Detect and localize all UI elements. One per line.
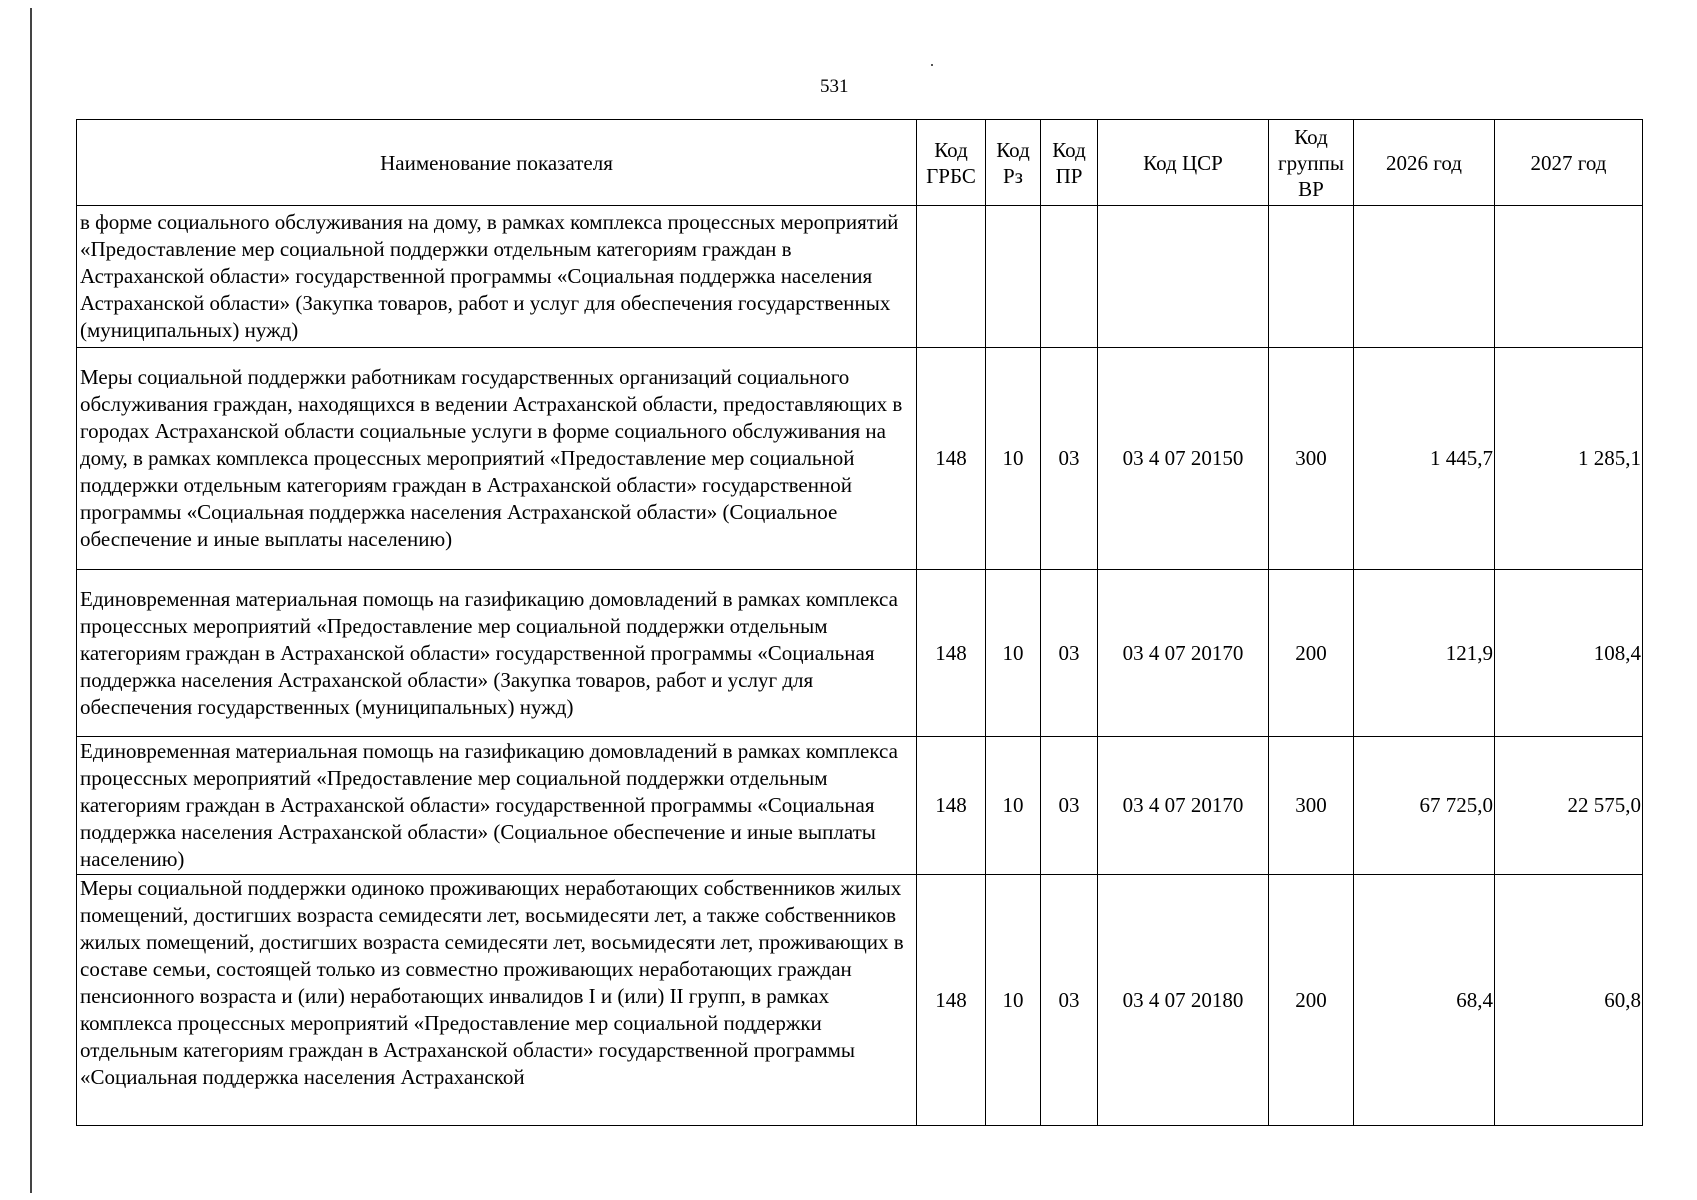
cell-name: Меры социальной поддержки одиноко проживающих неработающих собственников жилых помещений, достигших возраста семидесяти лет, восьмидесяти лет, а также собственников жилых помещений, достигших возраста семидесяти лет, восьмидесяти лет, проживающих в составе семьи, состоящей только из совместно проживающих неработающих граждан пенсионного возраста и (или) неработающих инвалидов I и (или) II групп, в рамках комплекса процессных мероприятий «Предоставление мер социальной поддержки отдельным категориям граждан в Астраханской области» государственной программы «Социальная поддержка населения Астраханской [77, 875, 917, 1126]
header-grbs: Код ГРБС [917, 120, 986, 206]
cell-name: Единовременная материальная помощь на газификацию домовладений в рамках комплекса процессных мероприятий «Предоставление мер социальной поддержки отдельным категориям граждан в Астраханской области» государственной программы «Социальная поддержка населения Астраханской области» (Социальное обеспечение и иные выплаты населению) [77, 737, 917, 875]
table-row [77, 348, 1643, 570]
table-row [77, 570, 1643, 737]
cell-2027: 22 575,0 [1495, 737, 1643, 875]
cell-rz: 10 [986, 737, 1041, 875]
page-number: 531 [820, 76, 849, 97]
cell-2027: 60,8 [1495, 875, 1643, 1126]
cell-2026: 121,9 [1354, 570, 1495, 737]
cell-rz: 10 [986, 875, 1041, 1126]
cell-2027 [1495, 206, 1643, 348]
header-pr: Код ПР [1041, 120, 1098, 206]
cell-vr [1269, 206, 1354, 348]
cell-grbs: 148 [917, 875, 986, 1126]
cell-name: в форме социального обслуживания на дому, в рамках комплекса процессных мероприятий «Предоставление мер социальной поддержки отдельным категориям граждан в Астраханской области» государственной программы «Социальная поддержка населения Астраханской области» (Закупка товаров, работ и услуг для обеспечения государственных (муниципальных) нужд) [77, 206, 917, 348]
cell-csr: 03 4 07 20150 [1098, 348, 1269, 570]
cell-rz [986, 206, 1041, 348]
header-name: Наименование показателя [77, 120, 917, 206]
cell-csr: 03 4 07 20170 [1098, 737, 1269, 875]
cell-grbs: 148 [917, 737, 986, 875]
header-rz: Код Рз [986, 120, 1041, 206]
cell-2026: 1 445,7 [1354, 348, 1495, 570]
cell-name: Меры социальной поддержки работникам государственных организаций социального обслуживания граждан, находящихся в ведении Астраханской области, предоставляющих в городах Астраханской области социальные услуги в форме социального обслуживания на дому, в рамках комплекса процессных мероприятий «Предоставление мер социальной поддержки отдельным категориям граждан в Астраханской области» государственной программы «Социальная поддержка населения Астраханской области» (Социальное обеспечение и иные выплаты населению) [77, 348, 917, 570]
cell-2027: 108,4 [1495, 570, 1643, 737]
cell-pr: 03 [1041, 875, 1098, 1126]
table-row [77, 206, 1643, 348]
cell-vr: 300 [1269, 348, 1354, 570]
cell-grbs: 148 [917, 348, 986, 570]
table-row [77, 875, 1643, 1126]
cell-vr: 200 [1269, 570, 1354, 737]
table-row [77, 737, 1643, 875]
cell-pr: 03 [1041, 348, 1098, 570]
cell-grbs [917, 206, 986, 348]
binding-margin-line [30, 8, 32, 1193]
cell-grbs: 148 [917, 570, 986, 737]
cell-vr: 200 [1269, 875, 1354, 1126]
cell-2026: 68,4 [1354, 875, 1495, 1126]
budget-table [76, 119, 1643, 1126]
cell-pr: 03 [1041, 570, 1098, 737]
cell-pr [1041, 206, 1098, 348]
header-2026: 2026 год [1354, 120, 1495, 206]
scan-speck [931, 64, 933, 66]
cell-csr: 03 4 07 20170 [1098, 570, 1269, 737]
cell-2026 [1354, 206, 1495, 348]
cell-2027: 1 285,1 [1495, 348, 1643, 570]
header-2027: 2027 год [1495, 120, 1643, 206]
cell-csr [1098, 206, 1269, 348]
cell-csr: 03 4 07 20180 [1098, 875, 1269, 1126]
cell-rz: 10 [986, 348, 1041, 570]
header-vr: Код группы ВР [1269, 120, 1354, 206]
cell-rz: 10 [986, 570, 1041, 737]
table-header-row [77, 120, 1643, 206]
cell-2026: 67 725,0 [1354, 737, 1495, 875]
cell-vr: 300 [1269, 737, 1354, 875]
cell-pr: 03 [1041, 737, 1098, 875]
header-csr: Код ЦСР [1098, 120, 1269, 206]
cell-name: Единовременная материальная помощь на газификацию домовладений в рамках комплекса процессных мероприятий «Предоставление мер социальной поддержки отдельным категориям граждан в Астраханской области» государственной программы «Социальная поддержка населения Астраханской области» (Закупка товаров, работ и услуг для обеспечения государственных (муниципальных) нужд) [77, 570, 917, 737]
